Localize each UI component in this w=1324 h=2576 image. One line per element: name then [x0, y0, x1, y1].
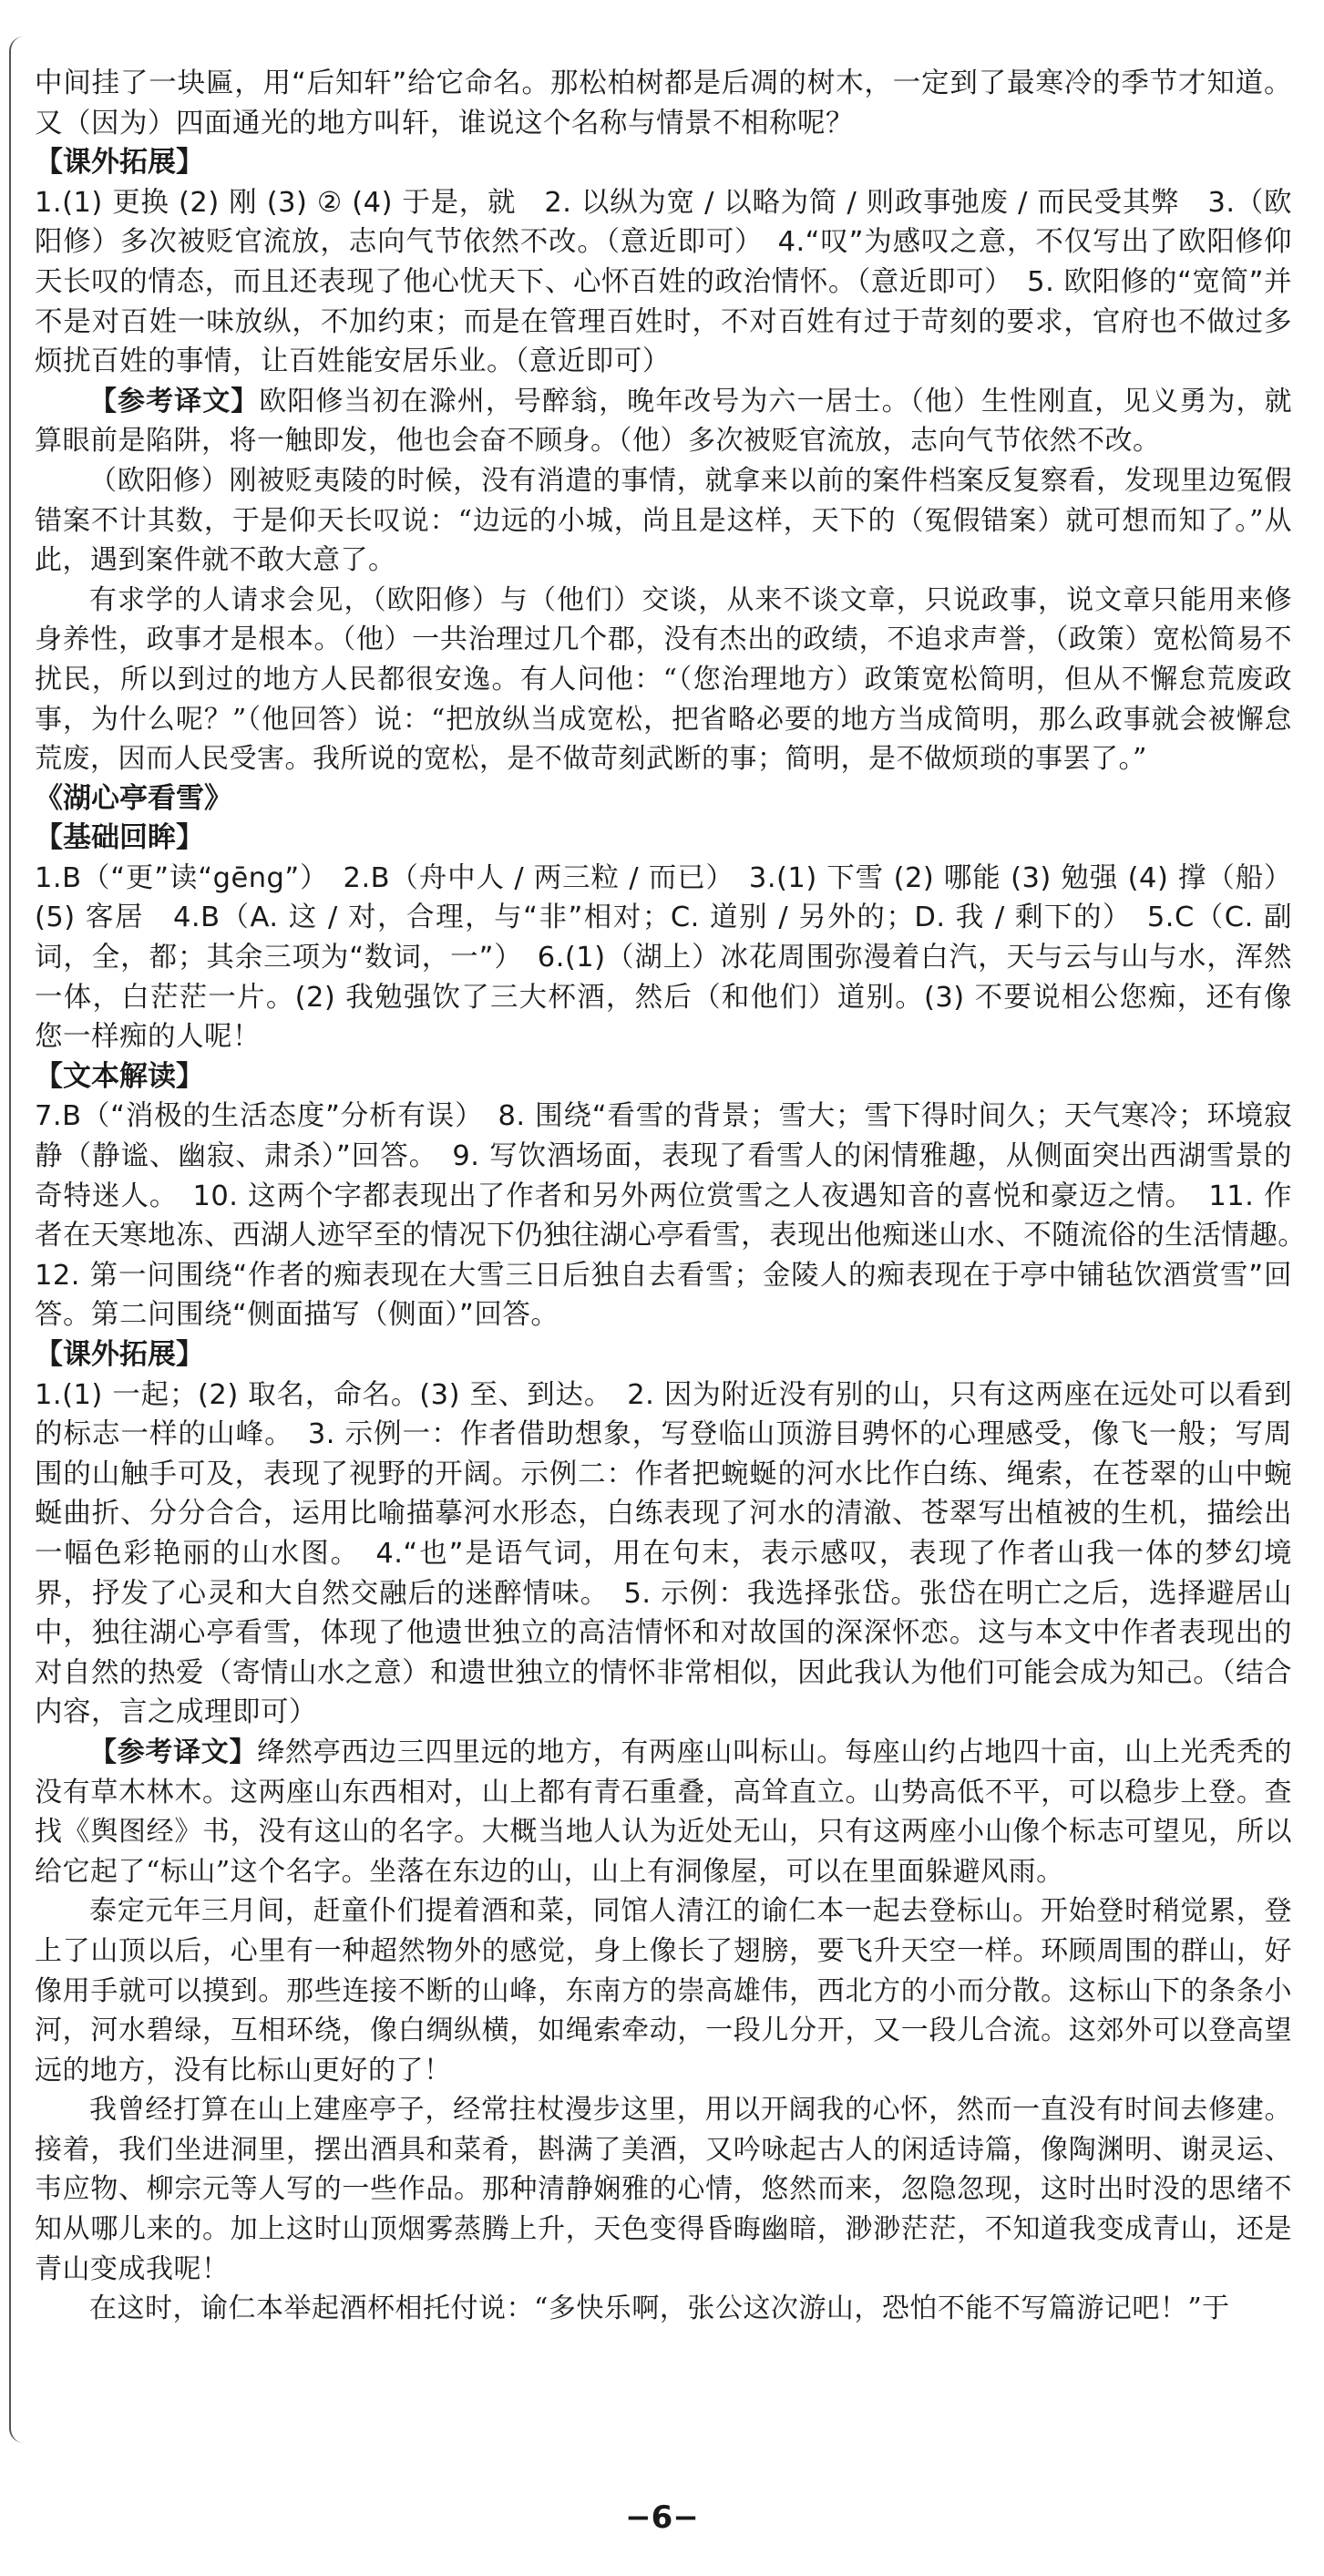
section-heading-reading: 【文本解读】: [35, 1059, 204, 1093]
translation-2-para-1: [35, 1733, 1292, 1891]
answers-basics: 1.B（“更”读“gēng”） 2.B（舟中人 / 两三粒 / 而已） 3.(1) 下雪 (2) 哪能 (3) 勉强 (4) 撑（船）(5) 客居 4.B（A. 这 / 对，合理，与“非”相对；C. 道别 / 另外的；D. 我 / 剩下的） 5.C（C. 副词，全，都；其余三项为“数词，一”） 6.(1)（湖上）冰花周围弥漫着白汽，天与云与山与水，浑然一体，白茫茫一片。(2) 我勉强饮了三大杯酒，然后（和他们）道别。(3) 不要说相公您痴，还有像您一样痴的人呢！: [35, 861, 1292, 1054]
section-heading-basics: 【基础回眸】: [35, 821, 204, 855]
translation-1-para-2: （欧阳修）刚被贬夷陵的时候，没有消遣的事情，就拿来以前的案件档案反复察看，发现里边冤假错案不计其数，于是仰天长叹说：“边远的小城，尚且是这样，天下的（冤假错案）就可想而知了。”从此，遇到案件就不敢大意了。: [35, 464, 1292, 577]
translation-text: 欧阳修当初在滁州，号醉翁，晚年改号为六一居士。（他）生性刚直，见义勇为，就算眼前是陷阱，将一触即发，他也会奋不顾身。（他）多次被贬官流放，志向气节依然不改。: [35, 385, 1293, 458]
text-continuation: 中间挂了一块匾，用“后知轩”给它命名。那松柏树都是后凋的树木，一定到了最寒冷的季节才知道。又（因为）四面通光的地方叫轩，谁说这个名称与情景不相称呢？: [35, 67, 1292, 139]
left-margin-bracket: [9, 36, 24, 2443]
translation-label: 【参考译文】: [89, 1736, 258, 1768]
translation-1-para-1: [35, 382, 1292, 461]
translation-text: 绛然亭西边三四里远的地方，有两座山叫标山。每座山约占地四十亩，山上光秃秃的没有草木林木。这两座山东西相对，山上都有青石重叠，高耸直立。山势高低不平，可以稳步上登。查找《舆图经》书，没有这山的名字。大概当地人认为近处无山，只有这两座小山像个标志可望见，所以给它起了“标山”这个名字。坐落在东边的山，山上有洞像屋，可以在里面躲避风雨。: [35, 1736, 1293, 1888]
translation-1-para-3: 有求学的人请求会见，（欧阳修）与（他们）交谈，从来不谈文章，只说政事，说文章只能用来修身养性，政事才是根本。（他）一共治理过几个郡，没有杰出的政绩，不追求声誉，（政策）宽松简易不扰民，所以到过的地方人民都很安逸。有人问他：“（您治理地方）政策宽松简明，但从不懈怠荒废政事，为什么呢？”（他回答）说：“把放纵当成宽松，把省略必要的地方当成简明，那么政事就会被懈怠荒废，因而人民受害。我所说的宽松，是不做苛刻武断的事；简明，是不做烦琐的事罢了。”: [35, 583, 1292, 776]
answers-extension-2: 1.(1) 一起；(2) 取名，命名。(3) 至、到达。 2. 因为附近没有别的山，只有这两座在远处可以看到的标志一样的山峰。 3. 示例一：作者借助想象，写登临山顶游目骋怀的心理感受，像飞一般；写周围的山触手可及，表现了视野的开阔。示例二：作者把蜿蜒的河水比作白练、绳索，在苍翠的山中蜿蜒曲折、分分合合，运用比喻描摹河水形态，白练表现了河水的清澈、苍翠写出植被的生机，描绘出一幅色彩艳丽的山水图。 4.“也”是语气词，用在句末，表示感叹，表现了作者山我一体的梦幻境界，抒发了心灵和大自然交融后的迷醉情味。 5. 示例：我选择张岱。张岱在明亡之后，选择避居山中，独往湖心亭看雪，体现了他遗世独立的高洁情怀和对故国的深深怀恋。这与本文中作者表现出的对自然的热爱（寄情山水之意）和遗世独立的情怀非常相似，因此我认为他们可能会成为知己。（结合内容，言之成理即可）: [35, 1378, 1292, 1729]
translation-label: 【参考译文】: [89, 385, 260, 417]
section-heading-extension-2: 【课外拓展】: [35, 1338, 204, 1371]
lesson-title: 《湖心亭看雪》: [35, 781, 232, 815]
answers-reading: 7.B（“消极的生活态度”分析有误） 8. 围绕“看雪的背景；雪大；雪下得时间久；天气寒冷；环境寂静（静谧、幽寂、肃杀）”回答。 9. 写饮酒场面，表现了看雪人的闲情雅趣，从侧面突出西湖雪景的奇特迷人。 10. 这两个字都表现出了作者和另外两位赏雪之人夜遇知音的喜悦和豪迈之情。 11. 作者在天寒地冻、西湖人迹罕至的情况下仍独往湖心亭看雪，表现出他痴迷山水、不随流俗的生活情趣。 12. 第一问围绕“作者的痴表现在大雪三日后独自去看雪；金陵人的痴表现在于亭中铺毡饮酒赏雪”回答。第二问围绕“侧面描写（侧面）”回答。: [35, 1100, 1320, 1332]
translation-2-para-2: 泰定元年三月间，赶童仆们提着酒和菜，同馆人清江的谕仁本一起去登标山。开始登时稍觉累，登上了山顶以后，心里有一种超然物外的感觉，身上像长了翅膀，要飞升天空一样。环顾周围的群山，好像用手就可以摸到。那些连接不断的山峰，东南方的崇高雄伟，西北方的小而分散。这标山下的条条小河，河水碧绿，互相环绕，像白绸纵横，如绳索牵动，一段儿分开，又一段儿合流。这郊外可以登高望远的地方，没有比标山更好的了！: [35, 1895, 1292, 2087]
answer-page: [35, 64, 1320, 2329]
page-number: −6−: [625, 2499, 699, 2536]
answers-extension-1: 1.(1) 更换 (2) 刚 (3) ② (4) 于是，就 2. 以纵为宽 / 以略为简 / 则政事弛废 / 而民受其弊 3.（欧阳修）多次被贬官流放，志向气节依然不改。（意近即可） 4.“叹”为感叹之意，不仅写出了欧阳修仰天长叹的情态，而且还表现了他心忧天下、心怀百姓的政治情怀。（意近即可） 5. 欧阳修的“宽简”并不是对百姓一味放纵，不加约束；而是在管理百姓时，不对百姓有过于苛刻的要求，官府也不做过多烦扰百姓的事情，让百姓能安居乐业。（意近即可）: [35, 186, 1292, 378]
translation-2-para-4: 在这时，谕仁本举起酒杯相托付说：“多快乐啊，张公这次游山，恐怕不能不写篇游记吧！”于: [89, 2293, 1230, 2325]
section-heading-extension-1: 【课外拓展】: [35, 146, 204, 180]
translation-2-para-3: 我曾经打算在山上建座亭子，经常拄杖漫步这里，用以开阔我的心怀，然而一直没有时间去修建。接着，我们坐进洞里，摆出酒具和菜肴，斟满了美酒，又吟咏起古人的闲适诗篇，像陶渊明、谢灵运、韦应物、柳宗元等人写的一些作品。那种清静娴雅的心情，悠然而来，忽隐忽现，这时出时没的思绪不知从哪儿来的。加上这时山顶烟雾蒸腾上升，天色变得昏晦幽暗，渺渺茫茫，不知道我变成青山，还是青山变成我呢！: [35, 2094, 1292, 2285]
